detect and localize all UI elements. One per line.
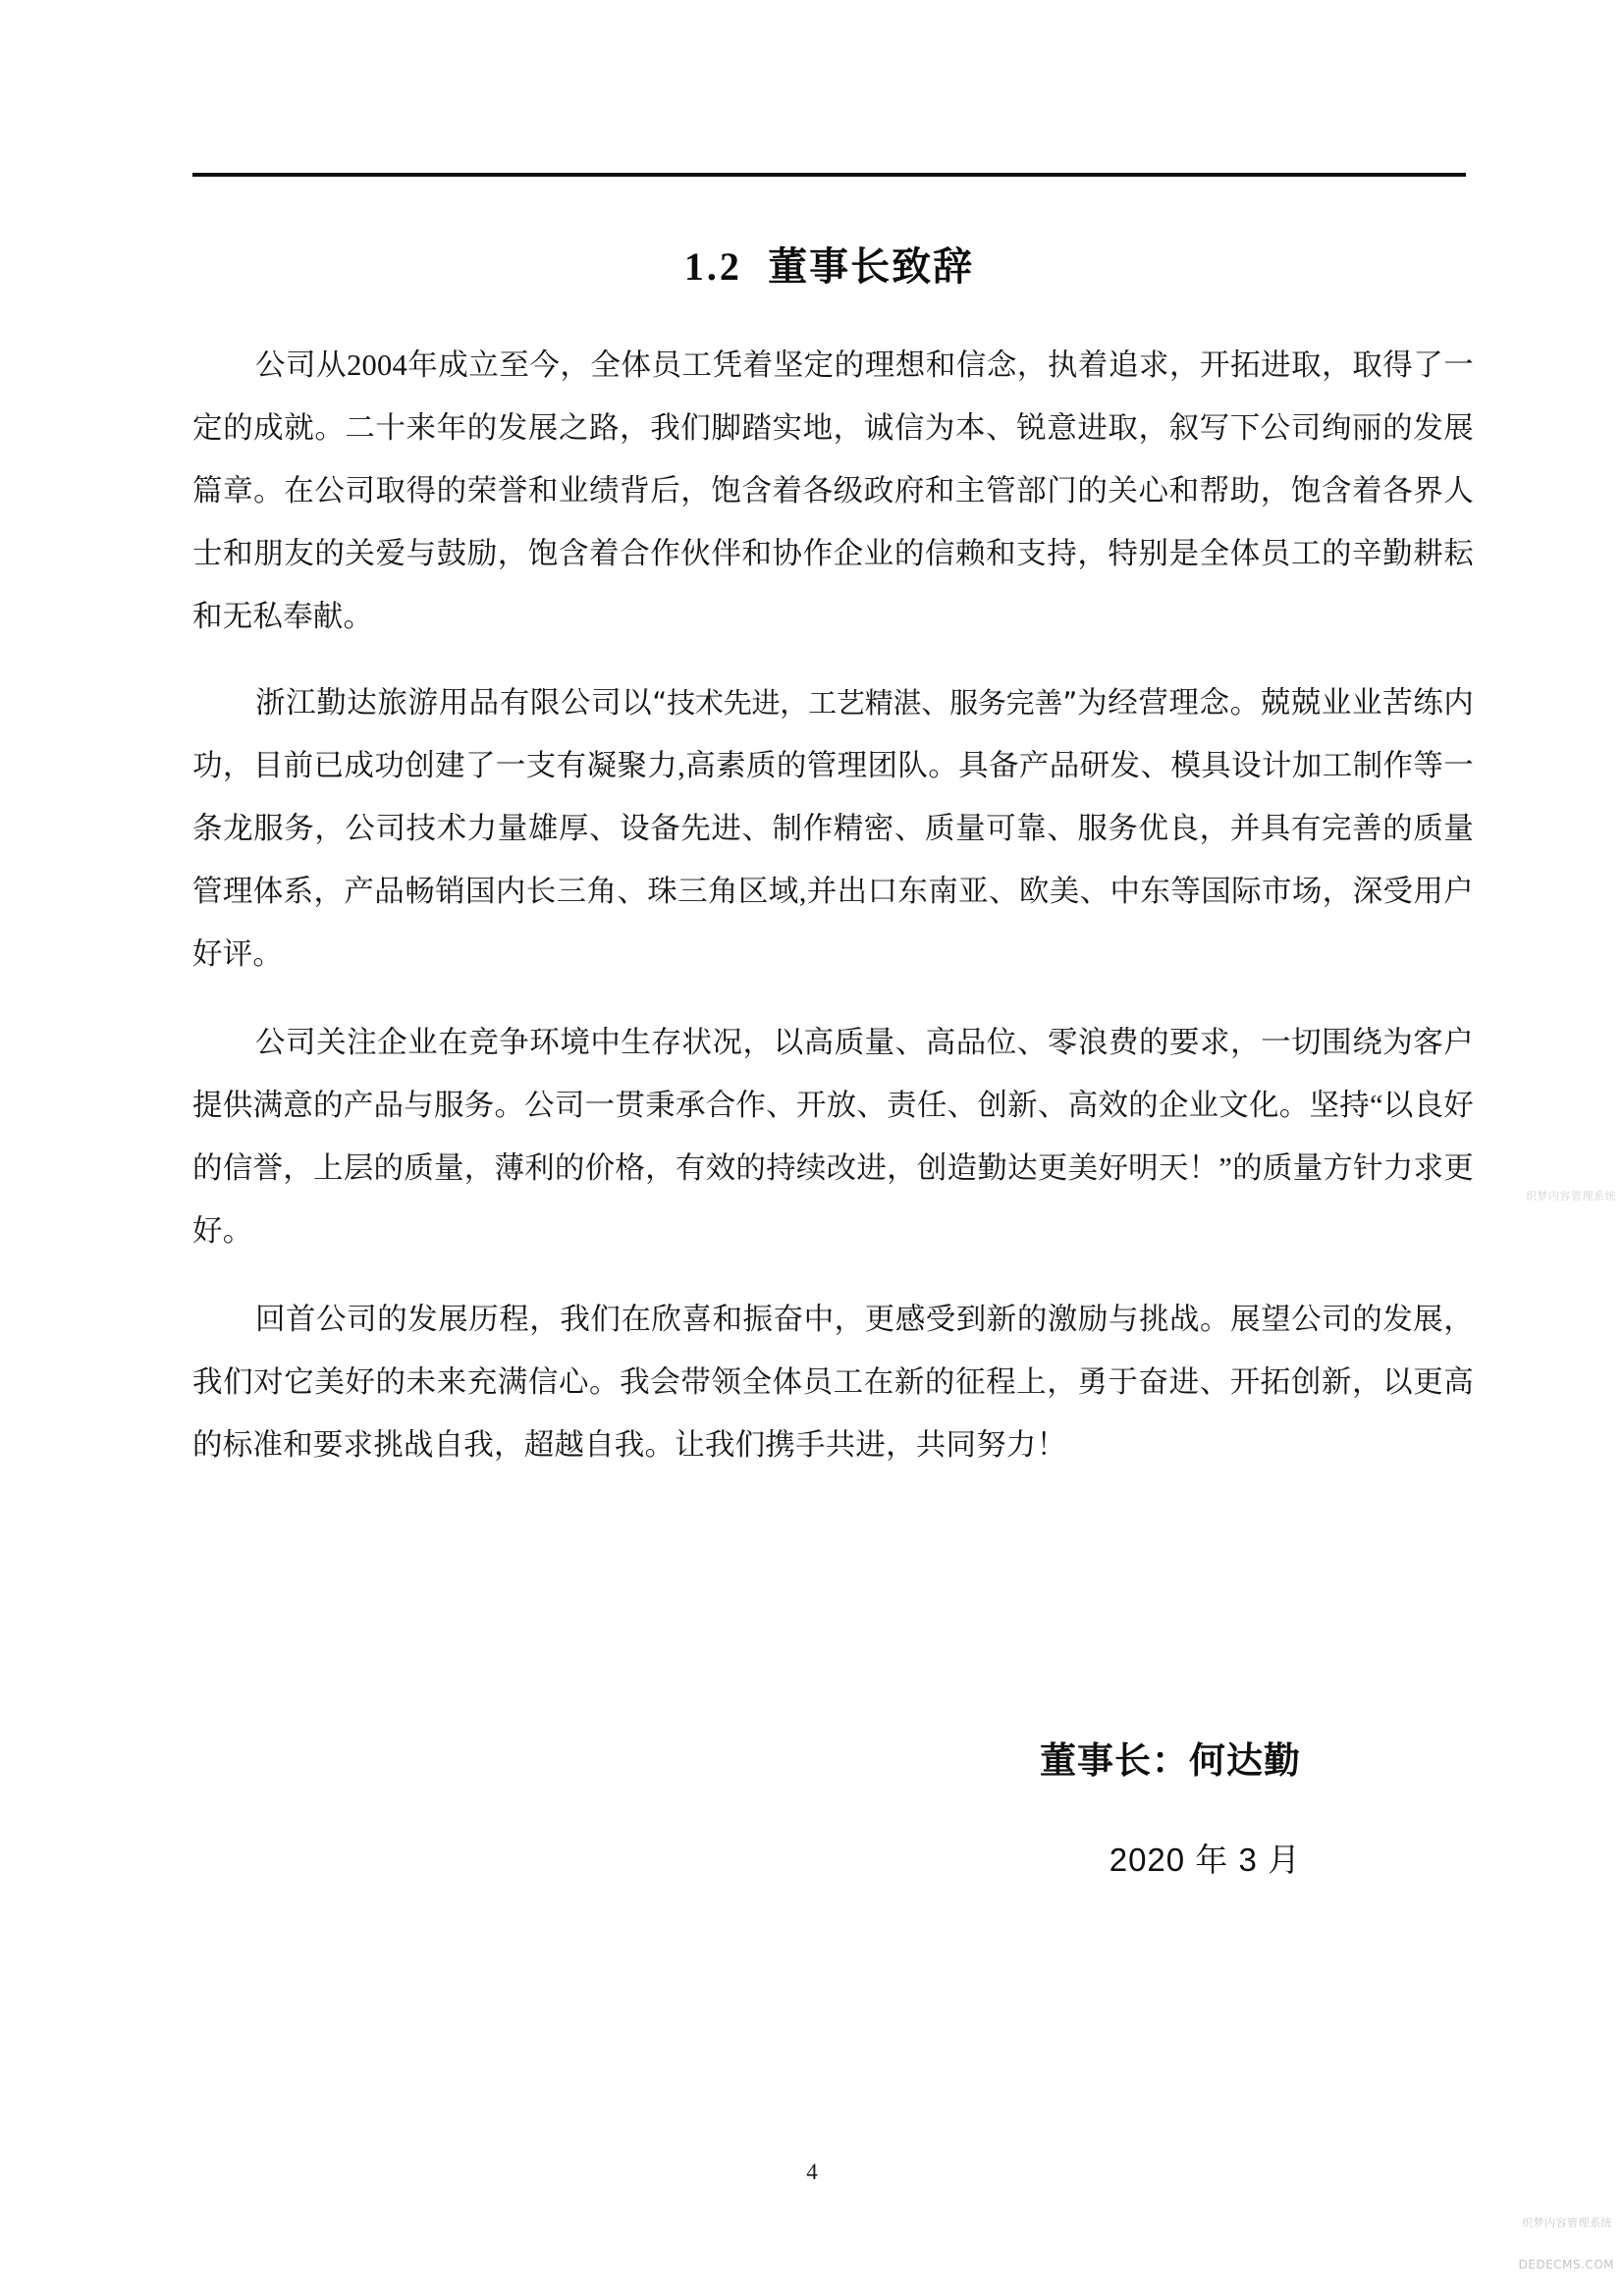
watermark-lower: 织梦内容管理系统 — [1522, 2216, 1612, 2229]
paragraph-2-quoted-motto: “技术先进，工艺精湛、服务完善” — [652, 686, 1077, 720]
page-number-footer: 4 — [806, 2160, 818, 2184]
header-rule-divider — [192, 173, 1466, 177]
watermark-side: 织梦内容管理系统 — [1526, 1190, 1616, 1202]
title-spacer — [742, 245, 768, 289]
section-heading-text: 董事长致辞 — [768, 245, 975, 289]
paragraph-3: 公司关注企业在竞争环境中生存状况，以高质量、高品位、零浪费的要求，一切围绕为客户提供满意的产品与服务。公司一贯秉承合作、开放、责任、创新、高效的企业文化。坚持“以良好的信誉，上层的质量，薄利的价格，有效的持续改进，创造勤达更美好明天！”的质量方针力求更好。 — [192, 1026, 1474, 1248]
paragraph-2-lead: 浙江勤达旅游用品有限公司以 — [255, 686, 653, 720]
paragraph-2 — [192, 671, 1474, 986]
page-title — [192, 240, 1466, 294]
watermark-brand: DEDECMS.COM — [1518, 2258, 1614, 2271]
paragraph-2-rest: 为经营理念。兢兢业业苦练内功，目前已成功创建了一支有凝聚力,高素质的管理团队。具备产品研发、模具设计加工制作等一条龙服务，公司技术力量雄厚、设备先进、制作精密、质量可靠、服务优良，并具有完善的质量管理体系，产品畅销国内长三角、珠三角区域,并出口东南亚、欧美、中东等国际市场，深受用户好评。 — [192, 686, 1474, 971]
signature-name: 董事长：何达勤 — [1040, 1740, 1301, 1781]
signature-date: 2020 年 3 月 — [1109, 1842, 1301, 1879]
section-number: 1.2 — [683, 244, 742, 289]
signature-block — [192, 1737, 1466, 1882]
body-content — [192, 334, 1474, 1500]
paragraph-1: 公司从2004年成立至今，全体员工凭着坚定的理想和信念，执着追求，开拓进取，取得了一定的成就。二十来年的发展之路，我们脚踏实地，诚信为本、锐意进取，叙写下公司绚丽的发展篇章。在公司取得的荣誉和业绩背后，饱含着各级政府和主管部门的关心和帮助，饱含着各界人士和朋友的关爱与鼓励，饱含着合作伙伴和协作企业的信赖和支持，特别是全体员工的辛勤耕耘和无私奉献。 — [192, 348, 1474, 633]
paragraph-4: 回首公司的发展历程，我们在欣喜和振奋中，更感受到新的激励与挑战。展望公司的发展，我们对它美好的未来充满信心。我会带领全体员工在新的征程上，勇于奋进、开拓创新，以更高的标准和要求挑战自我，超越自我。让我们携手共进，共同努力！ — [192, 1303, 1474, 1462]
